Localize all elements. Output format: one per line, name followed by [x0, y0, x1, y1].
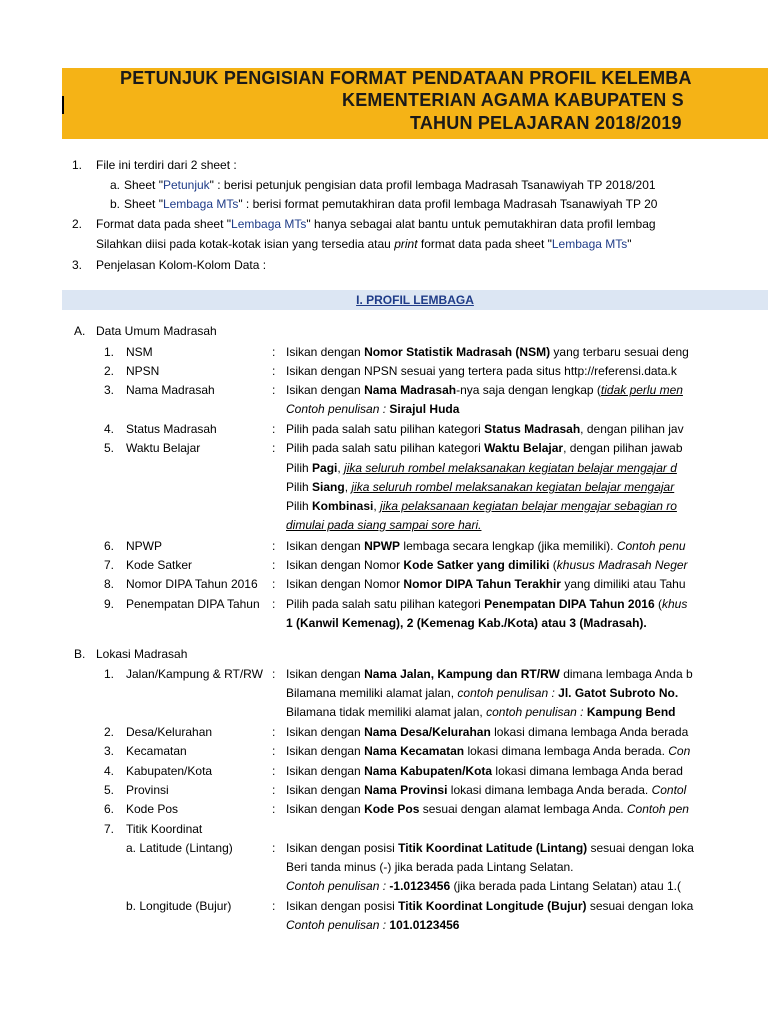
text: Contoh penulisan : — [286, 402, 390, 416]
row-desc — [286, 781, 686, 800]
text: Pagi — [312, 461, 338, 475]
row-label: Nama Madrasah — [126, 383, 215, 397]
text: Format data pada sheet " — [96, 217, 232, 231]
row-desc-cont — [286, 516, 481, 535]
text: " hanya sebagai alat bantu untuk pemutakhiran data profil lembag — [306, 217, 656, 231]
row-num: 5. — [103, 783, 114, 797]
text: lembaga secara lengkap (jika memiliki). — [400, 539, 617, 553]
row-colon: : — [272, 558, 276, 572]
row-desc — [286, 381, 683, 400]
row-desc — [286, 839, 694, 858]
text: , dengan pilihan jav — [580, 422, 684, 436]
lembaga-mts-link[interactable]: Lembaga MTs — [162, 197, 239, 211]
section-a-title: Data Umum Madrasah — [96, 324, 217, 338]
section-a-letter: A. — [74, 324, 86, 338]
row-colon: : — [272, 725, 276, 739]
row-label: Kabupaten/Kota — [126, 764, 213, 778]
text: Pilih pada salah satu pilihan kategori — [286, 597, 485, 611]
text: Con — [668, 744, 691, 758]
text: Isikan dengan — [286, 539, 365, 553]
intro-num-2: 2. — [71, 217, 82, 231]
row-desc-cont — [286, 400, 459, 419]
text: jika pelaksanaan kegiatan belajar mengajar sebagian ro — [380, 499, 677, 513]
text: sesuai dengan loka — [586, 899, 694, 913]
text: Nama Desa/Kelurahan — [364, 725, 491, 739]
text: dimulai pada siang sampai sore hari. — [286, 518, 482, 532]
text: ( — [654, 597, 662, 611]
text: Kode Satker yang dimiliki — [403, 558, 550, 572]
text: lokasi dimana lembaga Anda berada. — [447, 783, 652, 797]
text: print — [394, 237, 418, 251]
row-label: NSM — [126, 345, 153, 359]
text: Bilamana memiliki alamat jalan, — [286, 686, 458, 700]
text: -nya saja dengan lengkap ( — [456, 383, 601, 397]
row-label: Provinsi — [126, 783, 169, 797]
row-num: 2. — [103, 364, 114, 378]
row-label: Nomor DIPA Tahun 2016 — [126, 577, 258, 591]
text: Titik Koordinat Latitude (Lintang) — [398, 841, 588, 855]
row-colon: : — [272, 597, 276, 611]
text: tidak perlu men — [600, 383, 683, 397]
text: Silahkan diisi pada kotak-kotak isian yang tersedia atau — [96, 237, 395, 251]
text: Isikan dengan — [286, 383, 365, 397]
row-desc-cont — [286, 614, 647, 633]
row-desc — [286, 343, 689, 362]
row-num: 5. — [103, 441, 114, 455]
text: " : berisi petunjuk pengisian data profil lembaga Madrasah Tsanawiyah TP 2018/201 — [209, 178, 656, 192]
banner-line-3: TAHUN PELAJARAN 2018/2019 — [410, 113, 682, 133]
row-num: 9. — [103, 597, 114, 611]
row-desc-cont — [286, 858, 574, 877]
text: Nama Jalan, Kampung dan RT/RW — [364, 667, 560, 681]
intro-num-a: a. — [109, 178, 120, 192]
text: Isikan dengan — [286, 667, 365, 681]
text: Sheet " — [124, 178, 163, 192]
lembaga-mts-link[interactable]: Lembaga MTs — [231, 217, 307, 231]
text: Nama Provinsi — [364, 783, 448, 797]
row-desc — [286, 556, 688, 575]
text: contoh penulisan : — [486, 705, 587, 719]
row-desc-cont — [286, 459, 677, 478]
text: Nama Kecamatan — [364, 744, 465, 758]
row-num: 1. — [103, 667, 114, 681]
text: jika seluruh rombel melaksanakan kegiatan belajar mengajar d — [344, 461, 677, 475]
row-label: Desa/Kelurahan — [126, 725, 213, 739]
row-desc-cont — [286, 916, 459, 935]
text: yang terbaru sesuai deng — [550, 345, 689, 359]
row-label: b. Longitude (Bujur) — [126, 899, 232, 913]
text: Kode Pos — [364, 802, 420, 816]
intro-num-b: b. — [109, 197, 120, 211]
text: Contol — [651, 783, 687, 797]
text: " : berisi format pemutakhiran data profil lembaga Madrasah Tsanawiyah TP 20 — [238, 197, 658, 211]
intro-num-1: 1. — [71, 158, 82, 172]
text: Isikan dengan posisi — [286, 899, 399, 913]
text: sesuai dengan loka — [587, 841, 694, 855]
row-num: 7. — [103, 822, 114, 836]
row-desc — [286, 439, 683, 458]
row-desc — [286, 742, 690, 761]
row-colon: : — [272, 422, 276, 436]
row-num: 4. — [103, 764, 114, 778]
row-colon: : — [272, 841, 276, 855]
row-colon: : — [272, 539, 276, 553]
text: Titik Koordinat Longitude (Bujur) — [398, 899, 587, 913]
row-num: 8. — [103, 577, 114, 591]
text: lokasi dimana lembaga Anda berada. — [464, 744, 669, 758]
row-desc — [286, 762, 683, 781]
section-title[interactable]: I. PROFIL LEMBAGA — [356, 293, 474, 307]
text: Pilih pada salah satu pilihan kategori — [286, 441, 485, 455]
text: Pilih — [286, 461, 313, 475]
text: Isikan dengan — [286, 744, 365, 758]
text: NPWP — [364, 539, 401, 553]
row-label: a. Latitude (Lintang) — [126, 841, 233, 855]
row-colon: : — [272, 783, 276, 797]
row-num: 6. — [103, 539, 114, 553]
row-label: Waktu Belajar — [126, 441, 201, 455]
text: Pilih — [286, 499, 313, 513]
text: Beri tanda minus (-) jika berada pada Lintang Selatan. — [286, 860, 574, 874]
row-num: 1. — [103, 345, 114, 359]
text: 101.0123456 — [389, 918, 460, 932]
row-label: NPWP — [126, 539, 162, 553]
text: Kampung Bend — [586, 705, 676, 719]
row-colon: : — [272, 802, 276, 816]
text: jika seluruh rombel melaksanakan kegiatan belajar mengajar — [351, 480, 675, 494]
text: format data pada sheet " — [417, 237, 552, 251]
text: dimana lembaga Anda b — [559, 667, 693, 681]
row-desc — [286, 362, 677, 381]
banner-line-2: KEMENTERIAN AGAMA KABUPATEN S — [342, 90, 684, 110]
text: Isikan dengan — [286, 783, 365, 797]
text: khusus Madrasah Neger — [556, 558, 688, 572]
text: sesuai dengan alamat lembaga Anda. — [419, 802, 627, 816]
row-desc-cont — [286, 497, 677, 516]
text: Bilamana tidak memiliki alamat jalan, — [286, 705, 487, 719]
row-colon: : — [272, 744, 276, 758]
text: lokasi dimana lembaga Anda berad — [492, 764, 683, 778]
row-desc — [286, 800, 689, 819]
row-num: 7. — [103, 558, 114, 572]
row-desc — [286, 420, 684, 439]
text: Penempatan DIPA Tahun 2016 — [484, 597, 655, 611]
row-colon: : — [272, 899, 276, 913]
text: Isikan dengan — [286, 802, 365, 816]
row-num: 3. — [103, 383, 114, 397]
section-b-letter: B. — [74, 647, 86, 661]
row-label: Penempatan DIPA Tahun — [126, 597, 260, 611]
text: ( — [549, 558, 557, 572]
row-colon: : — [272, 441, 276, 455]
text: Isikan dengan NPSN sesuai yang tertera pada situs http://referensi.data.k — [286, 364, 677, 378]
text: Isikan dengan Nomor — [286, 577, 404, 591]
row-num: 2. — [103, 725, 114, 739]
text: khus — [661, 597, 688, 611]
intro-text-3: Penjelasan Kolom-Kolom Data : — [96, 258, 267, 272]
text: Nama Madrasah — [364, 383, 457, 397]
text: Isikan dengan Nomor — [286, 558, 404, 572]
row-colon: : — [272, 577, 276, 591]
row-label: NPSN — [126, 364, 160, 378]
text: Isikan dengan — [286, 764, 365, 778]
intro-num-3: 3. — [71, 258, 82, 272]
row-num: 6. — [103, 802, 114, 816]
text: , — [337, 461, 345, 475]
text: Contoh penulisan : — [286, 879, 390, 893]
row-colon: : — [272, 383, 276, 397]
text: Contoh pen — [626, 802, 689, 816]
row-desc — [286, 723, 688, 742]
row-desc — [286, 575, 686, 594]
text: Kombinasi — [312, 499, 374, 513]
text: Sirajul Huda — [389, 402, 460, 416]
text: 1 (Kanwil Kemenag), 2 (Kemenag Kab./Kota) atau 3 (Madrasah). — [286, 616, 647, 630]
text: yang dimiliki atau Tahu — [560, 577, 686, 591]
row-desc — [286, 595, 687, 614]
row-desc — [286, 665, 693, 684]
text: Jl. Gatot Subroto No. — [558, 686, 679, 700]
text: -1.0123456 — [389, 879, 451, 893]
text: Contoh penulisan : — [286, 918, 390, 932]
text: Pilih — [286, 480, 313, 494]
row-label: Kode Satker — [126, 558, 193, 572]
text: Nomor DIPA Tahun Terakhir — [403, 577, 561, 591]
text: Isikan dengan — [286, 725, 365, 739]
text: lokasi dimana lembaga Anda berada — [490, 725, 689, 739]
row-colon: : — [272, 667, 276, 681]
row-desc — [286, 897, 693, 916]
row-desc-cont — [286, 703, 676, 722]
lembaga-mts-link[interactable]: Lembaga MTs — [551, 237, 628, 251]
row-label: Jalan/Kampung & RT/RW — [126, 667, 263, 681]
row-num: 4. — [103, 422, 114, 436]
text: Status Madrasah — [484, 422, 581, 436]
text: Isikan dengan — [286, 345, 365, 359]
row-colon: : — [272, 764, 276, 778]
row-desc-cont — [286, 478, 674, 497]
row-colon: : — [272, 345, 276, 359]
text: , — [344, 480, 352, 494]
text: Contoh penu — [616, 539, 686, 553]
text: Pilih pada salah satu pilihan kategori — [286, 422, 485, 436]
intro-text-1: File ini terdiri dari 2 sheet : — [96, 158, 237, 172]
text: , — [373, 499, 381, 513]
row-colon: : — [272, 364, 276, 378]
row-num: 3. — [103, 744, 114, 758]
row-label: Status Madrasah — [126, 422, 217, 436]
banner-line-1: PETUNJUK PENGISIAN FORMAT PENDATAAN PROFIL KELEMBA — [120, 68, 692, 88]
petunjuk-link[interactable]: Petunjuk — [162, 178, 210, 192]
row-desc — [286, 537, 686, 556]
text: , dengan pilihan jawab — [563, 441, 683, 455]
section-b-title: Lokasi Madrasah — [96, 647, 188, 661]
row-desc-cont — [286, 877, 681, 896]
text: Isikan dengan posisi — [286, 841, 399, 855]
row-label: Titik Koordinat — [126, 822, 203, 836]
text: (jika berada pada Lintang Selatan) atau 1.( — [450, 879, 681, 893]
text: Siang — [312, 480, 345, 494]
text: contoh penulisan : — [457, 686, 559, 700]
text: Nama Kabupaten/Kota — [364, 764, 493, 778]
text: " — [627, 237, 632, 251]
row-desc-cont — [286, 684, 678, 703]
row-label: Kode Pos — [126, 802, 179, 816]
row-label: Kecamatan — [126, 744, 187, 758]
text: Sheet " — [124, 197, 163, 211]
text: Nomor Statistik Madrasah (NSM) — [364, 345, 551, 359]
text: Waktu Belajar — [484, 441, 564, 455]
